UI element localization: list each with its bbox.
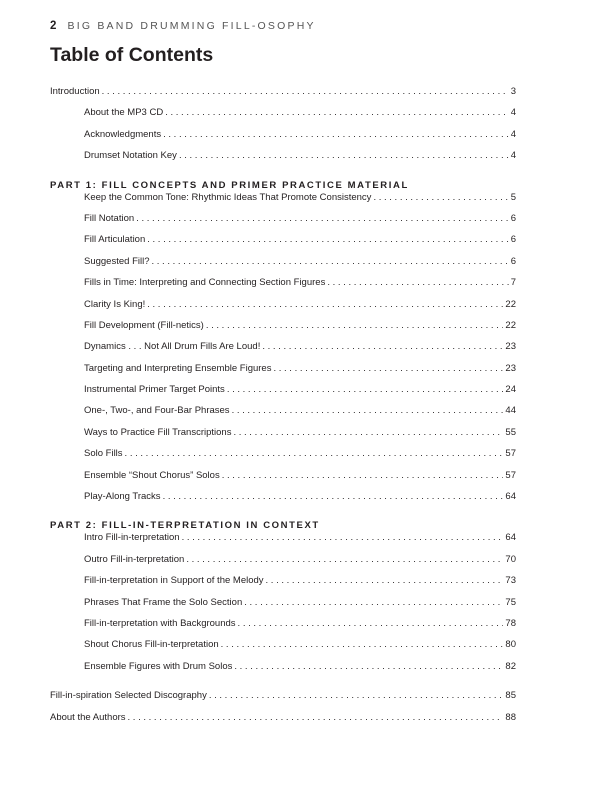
dot-leader	[222, 470, 504, 482]
dot-leader	[163, 491, 504, 503]
toc-entry-page: 85	[505, 690, 516, 702]
part2-section	[50, 532, 516, 682]
toc-entry-page: 88	[505, 711, 516, 723]
toc-entry-page: 6	[510, 255, 516, 267]
toc-entry-page: 6	[510, 212, 516, 224]
back-matter-section	[50, 690, 516, 733]
toc-entry	[50, 299, 516, 320]
toc-entry-label: Fill Development (Fill-netics)	[84, 319, 204, 331]
toc-entry-label: Outro Fill-in-terpretation	[84, 553, 185, 565]
toc-entry-page: 57	[505, 469, 516, 481]
dot-leader	[227, 384, 504, 396]
toc-entry	[50, 150, 516, 171]
toc-entry-label: Fill-in-terpretation in Support of the Melody	[84, 575, 264, 587]
toc-entry-label: Drumset Notation Key	[84, 150, 177, 162]
toc-entry	[50, 690, 516, 711]
toc-entry	[50, 448, 516, 469]
toc-entry-label: Fill-in-spiration Selected Discography	[50, 690, 207, 702]
dot-leader	[186, 554, 503, 566]
toc-entry	[50, 213, 516, 234]
page-title: Table of Contents	[50, 44, 214, 66]
toc-entry-label: Ensemble Figures with Drum Solos	[84, 660, 233, 672]
dot-leader	[221, 639, 504, 651]
toc-entry-page: 44	[505, 405, 516, 417]
toc-entry-label: Instrumental Primer Target Points	[84, 384, 225, 396]
toc-entry-page: 82	[505, 660, 516, 672]
dot-leader	[209, 690, 504, 702]
toc-entry-page: 24	[505, 384, 516, 396]
toc-entry-page: 70	[505, 553, 516, 565]
toc-entry-label: Keep the Common Tone: Rhythmic Ideas That Promote Consistency	[84, 191, 372, 203]
toc-entry	[50, 256, 516, 277]
toc-entry-page: 75	[505, 596, 516, 608]
dot-leader	[234, 661, 503, 673]
toc-entry	[50, 491, 516, 512]
toc-entry-label: Ways to Practice Fill Transcriptions	[84, 426, 232, 438]
toc-entry	[50, 234, 516, 255]
toc-entry	[50, 363, 516, 384]
toc-entry	[50, 575, 516, 596]
toc-entry-page: 73	[505, 575, 516, 587]
dot-leader	[373, 192, 508, 204]
toc-entry	[50, 341, 516, 362]
dot-leader	[233, 427, 503, 439]
toc-entry-label: Phrases That Frame the Solo Section	[84, 596, 243, 608]
toc-entry	[50, 712, 516, 733]
dot-leader	[206, 320, 504, 332]
toc-entry-page: 4	[510, 128, 516, 140]
toc-entry-label: Play-Along Tracks	[84, 491, 161, 503]
toc-entry	[50, 532, 516, 553]
section-gap	[50, 682, 516, 690]
dot-leader	[244, 597, 503, 609]
toc-entry-label: About the MP3 CD	[84, 107, 164, 119]
dot-leader	[266, 575, 504, 587]
part1-heading: PART 1: FILL CONCEPTS AND PRIMER PRACTICE MATERIAL	[50, 179, 409, 191]
toc-entry	[50, 277, 516, 298]
dot-leader	[125, 448, 504, 460]
dot-leader	[238, 618, 504, 630]
toc-entry	[50, 107, 516, 128]
part1-section	[50, 192, 516, 513]
toc-entry-page: 5	[510, 191, 516, 203]
toc-entry	[50, 597, 516, 618]
part2-heading: PART 2: FILL-IN-TERPRETATION IN CONTEXT	[50, 520, 320, 532]
dot-leader	[128, 712, 504, 724]
toc-entry-page: 64	[505, 491, 516, 503]
toc-entry-page: 57	[505, 448, 516, 460]
dot-leader	[327, 277, 508, 289]
toc-entry-label: About the Authors	[50, 711, 126, 723]
dot-leader	[232, 405, 504, 417]
toc-entry-page: 64	[505, 532, 516, 544]
toc-entry-label: Acknowledgments	[84, 128, 162, 140]
dot-leader	[151, 256, 508, 268]
toc-entry-label: Dynamics . . . Not All Drum Fills Are Loud!	[84, 341, 261, 353]
toc-entry	[50, 618, 516, 639]
dot-leader	[147, 299, 503, 311]
toc-entry	[50, 320, 516, 341]
dot-leader	[273, 363, 503, 375]
toc-entry	[50, 470, 516, 491]
toc-entry	[50, 639, 516, 660]
toc-entry-page: 23	[505, 341, 516, 353]
toc-entry	[50, 427, 516, 448]
toc-entry-page: 4	[510, 150, 516, 162]
toc-entry	[50, 384, 516, 405]
toc-entry-page: 7	[510, 277, 516, 289]
dot-leader	[147, 234, 508, 246]
toc-entry-page: 22	[505, 319, 516, 331]
running-header	[50, 20, 316, 32]
header-running-title: BIG BAND DRUMMING FILL-OSOPHY	[67, 20, 316, 32]
toc-entry-label: Ensemble “Shout Chorus” Solos	[84, 469, 220, 481]
toc-entry-page: 78	[505, 617, 516, 629]
toc-entry-label: Solo Fills	[84, 448, 123, 460]
toc-entry	[50, 129, 516, 150]
header-page-number: 2	[50, 20, 57, 32]
toc-entry-page: 22	[505, 298, 516, 310]
toc-entry	[50, 554, 516, 575]
toc-entry-label: Fill-in-terpretation with Backgrounds	[84, 617, 236, 629]
dot-leader	[262, 341, 503, 353]
toc-entry-label: Introduction	[50, 86, 100, 97]
toc-entry-label: Shout Chorus Fill-in-terpretation	[84, 639, 219, 651]
toc-entry-page: 55	[505, 426, 516, 438]
toc-entry-label: Intro Fill-in-terpretation	[84, 532, 180, 544]
toc-entry	[50, 661, 516, 682]
toc-entry-page: 4	[510, 107, 516, 119]
toc-entry-label: Suggested Fill?	[84, 255, 150, 267]
toc-entry	[50, 86, 516, 107]
toc-entry-label: One-, Two-, and Four-Bar Phrases	[84, 405, 230, 417]
toc-entry-page: 3	[510, 86, 516, 97]
toc-entry-page: 80	[505, 639, 516, 651]
dot-leader	[163, 129, 509, 141]
dot-leader	[182, 532, 504, 544]
dot-leader	[179, 150, 509, 162]
toc-entry-page: 23	[505, 362, 516, 374]
dot-leader	[165, 107, 508, 119]
toc-entry-page: 6	[510, 234, 516, 246]
toc-entry-label: Fills in Time: Interpreting and Connecting Section Figures	[84, 277, 326, 289]
dot-leader	[102, 86, 509, 98]
toc-entry-label: Targeting and Interpreting Ensemble Figures	[84, 362, 272, 374]
toc-entry-label: Fill Notation	[84, 212, 135, 224]
intro-section	[50, 86, 516, 172]
toc-entry	[50, 192, 516, 213]
toc-entry	[50, 405, 516, 426]
toc-entry-label: Fill Articulation	[84, 234, 146, 246]
table-of-contents	[50, 86, 516, 733]
dot-leader	[136, 213, 509, 225]
toc-entry-label: Clarity Is King!	[84, 298, 146, 310]
